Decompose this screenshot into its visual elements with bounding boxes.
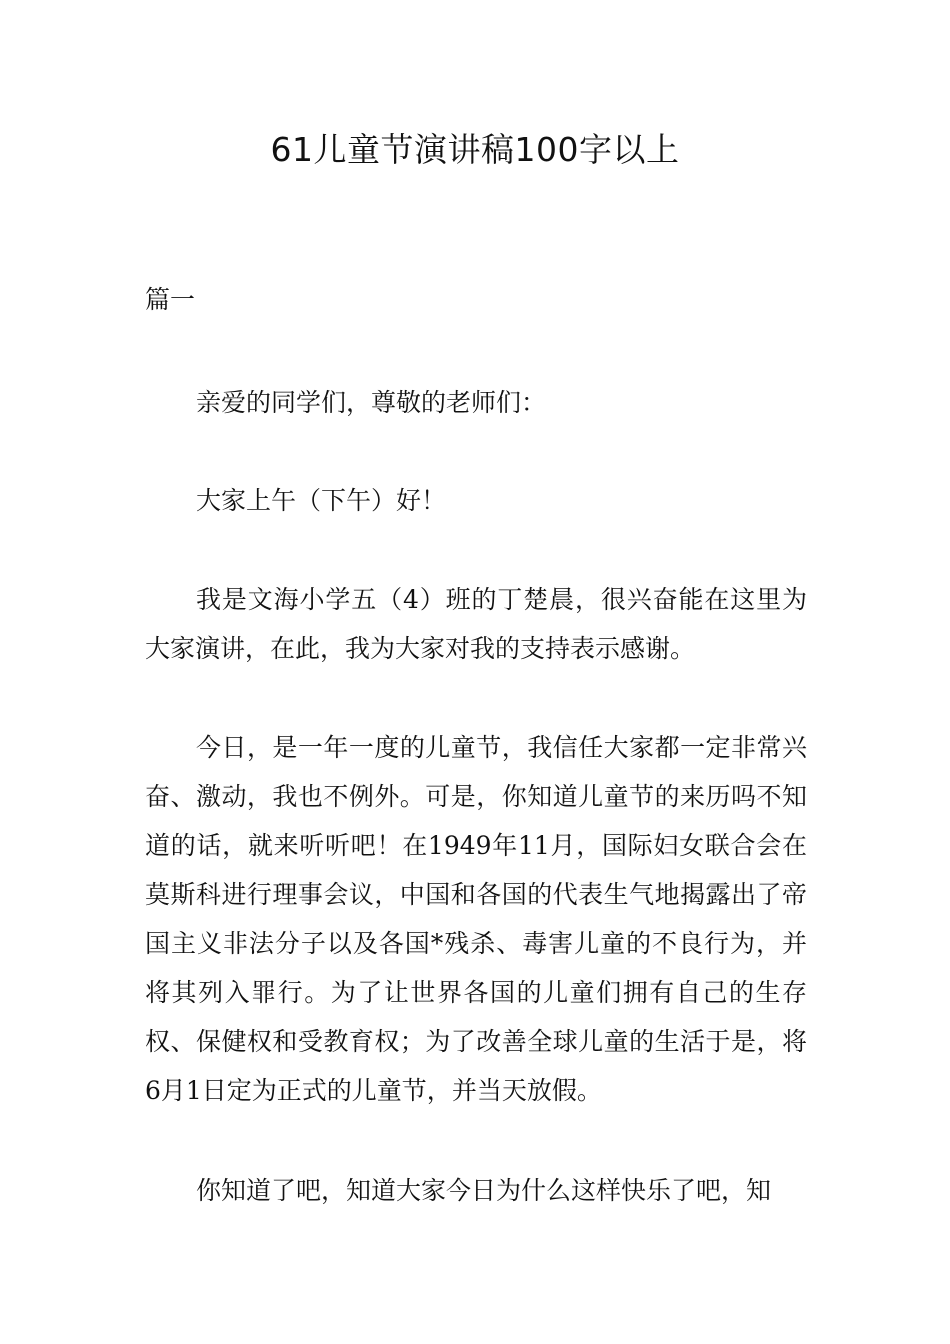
paragraph-introduction: 我是文海小学五（4）班的丁楚晨，很兴奋能在这里为大家演讲，在此，我为大家对我的支持表示感谢。 <box>145 585 807 663</box>
paragraph-continuation: 你知道了吧，知道大家今日为什么这样快乐了吧，知 <box>196 1176 772 1205</box>
paragraph-salutation: 亲爱的同学们，尊敬的老师们： <box>196 388 547 417</box>
document-title: 61儿童节演讲稿100字以上 <box>270 130 680 169</box>
section-label: 篇一 <box>145 285 196 314</box>
paragraph-greeting: 大家上午（下午）好！ <box>196 486 447 515</box>
paragraph-history: 今日，是一年一度的儿童节，我信任大家都一定非常兴奋、激动，我也不例外。可是，你知道儿童节的来历吗不知道的话，就来听听吧！在1949年11月，国际妇女联合会在莫斯科进行理事会议，中国和各国的代表生气地揭露出了帝国主义非法分子以及各国*残杀、毒害儿童的不良行为，并将其列入罪行。为了让世界各国的儿童们拥有自己的生存权、保健权和受教育权；为了改善全球儿童的生活于是，将6月1日定为正式的儿童节，并当天放假。 <box>145 733 807 1105</box>
